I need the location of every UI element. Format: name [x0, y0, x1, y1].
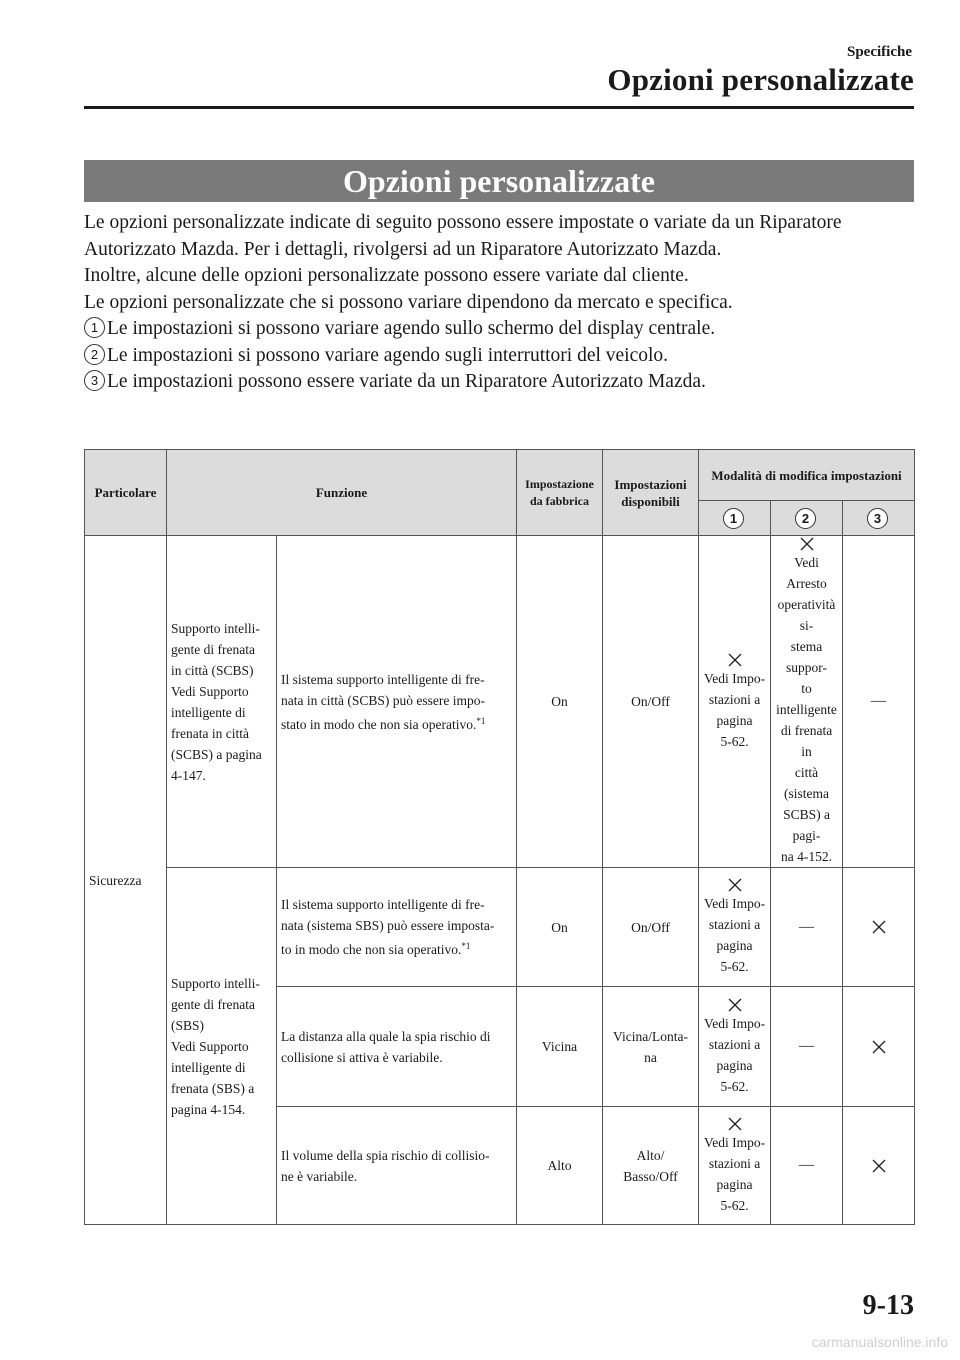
mode3-cell [843, 1107, 915, 1225]
intro-paragraph-2: Inoltre, alcune delle opzioni personalizzate possono essere variate dal cliente. [84, 265, 689, 286]
factory-cell: Vicina [517, 987, 603, 1107]
number-badge-m2: 2 [795, 508, 816, 529]
cross-icon [727, 997, 743, 1013]
header-section: Specifiche [847, 44, 912, 60]
category-cell: Sicurezza [85, 536, 167, 1225]
page-number: 9-13 [862, 1290, 914, 1321]
available-cell: Vicina/Lonta- na [603, 987, 699, 1107]
cross-icon [727, 1116, 743, 1132]
function-cell: Il volume della spia rischio di collisio- ne è variabile. [277, 1107, 517, 1225]
intro-paragraph-1: Le opzioni personalizzate indicate di seguito possono essere impostate o variate da un Riparatore Autorizzato Mazda. Per i dettagli, rivolgersi ad un Riparatore Autorizzato Mazda. [84, 212, 842, 260]
custom-options-table [84, 449, 915, 1225]
mode2-cell: Vedi Arresto operatività si- stema suppor- to intelligente di frenata in città (sistema SCBS) a pagi- na 4-152. [771, 536, 843, 868]
function-cell: La distanza alla quale la spia rischio di collisione si attiva è variabile. [277, 987, 517, 1107]
intro-note-3: 3 Le impostazioni possono essere variate da un Riparatore Autorizzato Mazda. [84, 369, 914, 396]
mode3-cell [843, 868, 915, 987]
mode2-cell: — [771, 868, 843, 987]
col-header-modalita: Modalità di modifica impostazioni [699, 450, 915, 501]
available-cell: Alto/ Basso/Off [603, 1107, 699, 1225]
cross-icon [727, 877, 743, 893]
factory-cell: On [517, 536, 603, 868]
cross-icon [871, 919, 887, 935]
number-badge-2: 2 [84, 344, 105, 365]
number-badge-1: 1 [84, 317, 105, 338]
mode2-cell: — [771, 1107, 843, 1225]
number-badge-3: 3 [84, 370, 105, 391]
section-banner: Opzioni personalizzate [84, 160, 914, 202]
mode3-cell [843, 987, 915, 1107]
available-cell: On/Off [603, 536, 699, 868]
table-header-row [85, 450, 915, 501]
intro-note-1: 1 Le impostazioni si possono variare agendo sullo schermo del display centrale. [84, 316, 914, 343]
mode1-cell: Vedi Impo- stazioni a pagina 5-62. [699, 536, 771, 868]
available-cell: On/Off [603, 868, 699, 987]
header-title: Opzioni personalizzate [607, 62, 914, 97]
table-row [85, 536, 915, 868]
watermark: carmanualsonline.info [811, 1334, 948, 1350]
number-badge-m3: 3 [867, 508, 888, 529]
table-row [85, 868, 915, 987]
factory-cell: On [517, 868, 603, 987]
cross-icon [727, 652, 743, 668]
col-header-fabbrica: Impostazione da fabbrica [517, 450, 603, 536]
cross-icon [871, 1158, 887, 1174]
number-badge-m1: 1 [723, 508, 744, 529]
header-rule [84, 106, 914, 109]
item-cell: Supporto intelli- gente di frenata in città (SCBS) Vedi Supporto intelligente di frenata in città (SCBS) a pagina 4-147. [167, 536, 277, 868]
col-header-disponibili: Impostazioni disponibili [603, 450, 699, 536]
item-cell: Supporto intelli- gente di frenata (SBS) Vedi Supporto intelligente di frenata (SBS) a pagina 4-154. [167, 868, 277, 1225]
col-header-funzione: Funzione [167, 450, 517, 536]
mode1-cell: Vedi Impo- stazioni a pagina 5-62. [699, 1107, 771, 1225]
mode3-cell: — [843, 536, 915, 868]
intro-text [84, 210, 914, 396]
intro-paragraph-3: Le opzioni personalizzate che si possono variare dipendono da mercato e specifica. [84, 291, 733, 313]
col-header-particolare: Particolare [85, 450, 167, 536]
factory-cell: Alto [517, 1107, 603, 1225]
intro-note-2: 2 Le impostazioni si possono variare agendo sugli interruttori del veicolo. [84, 343, 914, 370]
function-cell: Il sistema supporto intelligente di fre- nata (sistema SBS) può essere imposta- to in modo che non sia operativo.$^{*1}$ [277, 868, 517, 987]
cross-icon [871, 1039, 887, 1055]
mode1-cell: Vedi Impo- stazioni a pagina 5-62. [699, 987, 771, 1107]
function-cell: Il sistema supporto intelligente di fre- nata in città (SCBS) può essere impo- stato in modo che non sia operativo.$^{*1}$ [277, 536, 517, 868]
mode1-cell: Vedi Impo- stazioni a pagina 5-62. [699, 868, 771, 987]
mode2-cell: — [771, 987, 843, 1107]
cross-icon [799, 536, 815, 552]
